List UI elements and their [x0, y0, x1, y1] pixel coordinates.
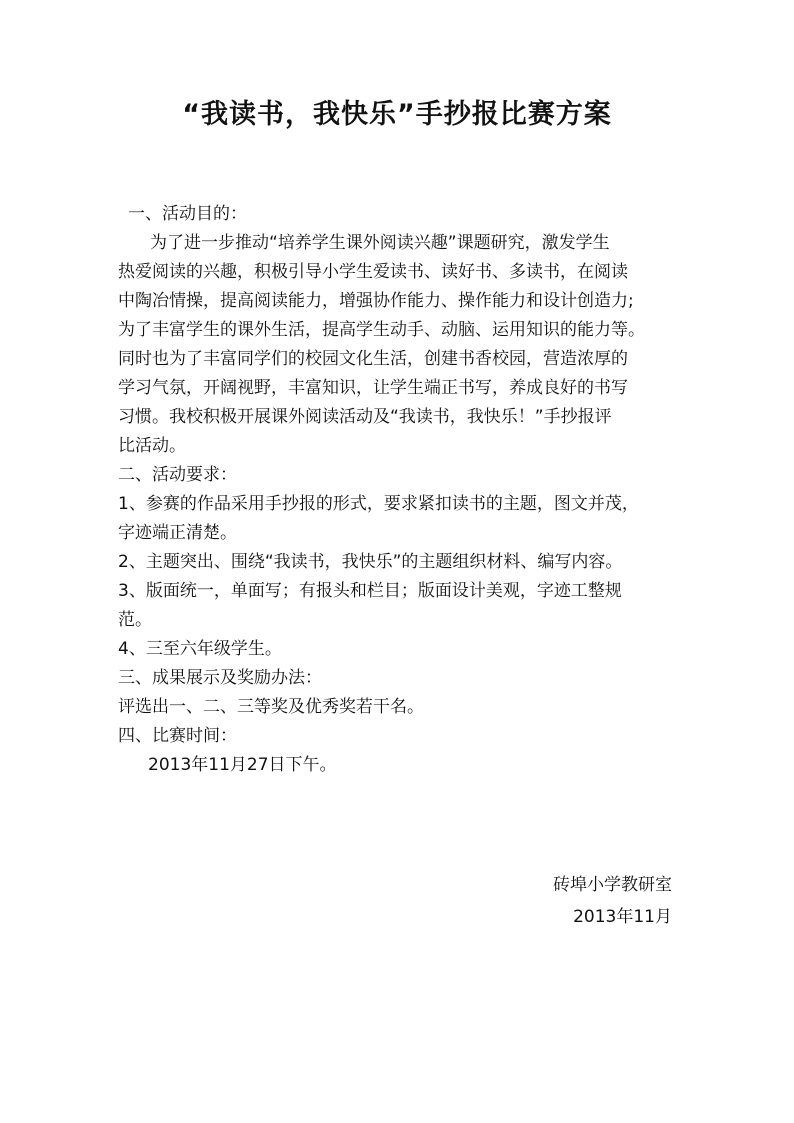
requirement-line: 2、主题突出、围绕“我读书，我快乐”的主题组织材料、编写内容。 — [118, 552, 623, 572]
document-body — [118, 200, 678, 780]
paragraph-line: 为了进一步推动“培养学生课外阅读兴趣”课题研究，激发学生 — [150, 233, 610, 253]
paragraph-line: 热爱阅读的兴趣，积极引导小学生爱读书、读好书、多读书，在阅读 — [118, 262, 628, 282]
requirement-line: 3、版面统一，单面写；有报头和栏目；版面设计美观，字迹工整规 — [118, 581, 622, 601]
contest-date: 2013年11月27日下午。 — [148, 755, 337, 775]
requirement-line: 1、参赛的作品采用手抄报的形式，要求紧扣读书的主题，图文并茂， — [118, 494, 639, 514]
paragraph-line: 比活动。 — [118, 436, 186, 456]
section-1-heading: 一、活动目的： — [128, 204, 247, 224]
award-line: 评选出一、二、三等奖及优秀奖若干名。 — [118, 697, 424, 717]
section-4-heading: 四、比赛时间： — [118, 726, 237, 746]
paragraph-line: 中陶冶情操，提高阅读能力，增强协作能力、操作能力和设计创造力; — [118, 291, 634, 311]
signature-organization: 砖埠小学教研室 — [553, 875, 672, 895]
paragraph-line: 习惯。我校积极开展课外阅读活动及“我读书，我快乐！”手抄报评 — [118, 407, 612, 427]
paragraph-line: 学习气氛，开阔视野，丰富知识，让学生端正书写，养成良好的书写 — [118, 378, 628, 398]
paragraph-line: 为了丰富学生的课外生活，提高学生动手、动脑、运用知识的能力等。 — [118, 320, 645, 340]
section-2-heading: 二、活动要求： — [118, 465, 237, 485]
paragraph-line: 同时也为了丰富同学们的校园文化生活，创建书香校园，营造浓厚的 — [118, 349, 628, 369]
requirement-line: 字迹端正清楚。 — [118, 523, 237, 543]
signature-date: 2013年11月 — [573, 907, 672, 927]
requirement-line: 范。 — [118, 610, 152, 630]
requirement-line: 4、三至六年级学生。 — [118, 639, 282, 659]
section-3-heading: 三、成果展示及奖励办法： — [118, 668, 322, 688]
document-title: “我读书，我快乐”手抄报比赛方案 — [182, 99, 612, 130]
